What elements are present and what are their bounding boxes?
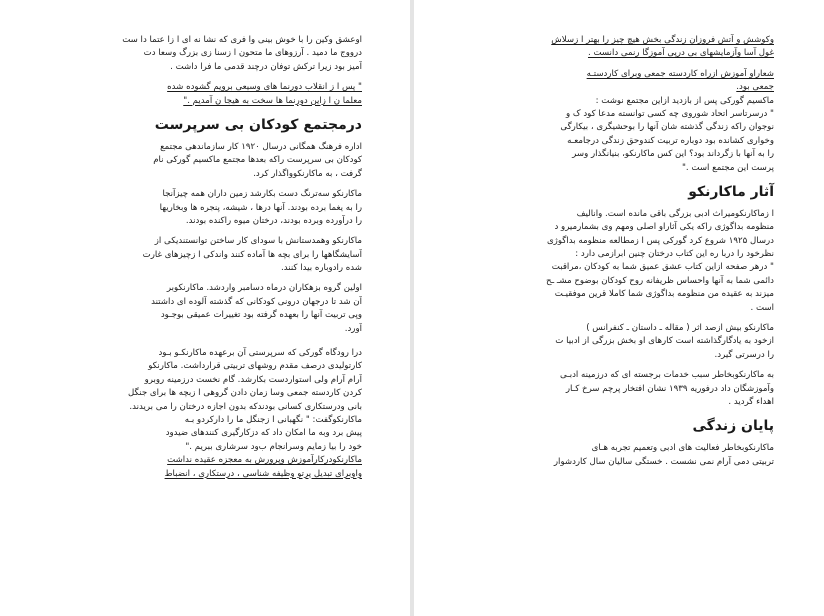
right-page-text-column [484, 34, 774, 469]
left-page [0, 0, 410, 616]
text-line: وکوشش و آتش فروزان زندگی بخش هیچ چیز را بهتر ا زسلاش [551, 35, 774, 45]
paragraph [44, 414, 362, 454]
text-line: " پس ا ز انقلاب دورنما های وسیعی برویم گشوده شده [167, 82, 362, 93]
section-heading: درمجتمع کودکان بی سرپرست [154, 116, 362, 133]
text-line: آمیز بود زیرا ترکش توفان درچند قدمی ما فرا داشت . [170, 61, 362, 72]
text-line: وپی تربیت آنها را بعهده گرفته بود تغییرات عمیقی بوجـود [160, 310, 362, 321]
paragraph [484, 369, 774, 409]
text-line: شعاراو آموزش ازراه کاردسته جمعی وبرای کاردستـه [586, 68, 774, 79]
text-line: وخواری کشانده بود دوباره تربیت کندوحق زندگی درجامعـه [567, 135, 774, 146]
underlined-paragraph [484, 34, 774, 61]
text-line: به ماکارنکوبخاطر سبب خدمات برجسته ای که درزمینه ادبـی [560, 370, 774, 381]
text-line: را به یغما برده بودند. آنها درها ، شیشه، پنجره ها وبخاریها [159, 202, 362, 213]
text-line: ماکارنکو بیش ازصد اثر ( مقاله ـ داستان ـ کنفرانس ) [586, 323, 774, 334]
text-line: آن شد تا درجهان درونی کودکانی که گذشته آلوده ای داشتند [151, 296, 362, 307]
text-line: کودکان بی سرپرست راکه بعدها مجتمع ماکسیم گورکی نام [153, 155, 362, 166]
text-line: ماکسیم گورکی پس از بازدید ازاین مجتمع نوشت : [595, 95, 774, 106]
text-line: معلما ن ا زاین دورنما ها سخت به هیجا ن آمدیم ." [183, 95, 362, 106]
paragraph [44, 282, 362, 336]
left-page-text-column [44, 34, 362, 481]
paragraph [484, 208, 774, 262]
text-line: غول آسا وآزمایشهای بی درپی آموزگا رنمی دانست . [587, 48, 774, 59]
section-heading: پایان زندگی [692, 418, 774, 435]
text-line: وآموزشگان داد درفوریه ۱۹۳۹ نشان افتخار پرچم سرخ کـار [565, 383, 774, 394]
text-line: آسایشگاهها را برای بچه ها آماده کنند واندکی ا زچیزهای غارت [142, 249, 362, 260]
text-line: را درآورده وبرده بودند، درختان میوه راکنده بودند. [185, 215, 362, 226]
text-line: واوبرای تبدیل پرتو وظیفه شناسی ، درستکاری ، انضباط [164, 468, 362, 479]
text-line: " درسرتاسر اتحاد شوروی چه کسی توانسته مدعا کود ک و [566, 108, 774, 119]
text-line: درووج ما دمید . آرزوهای ما متحون ا زسنا زی بزرگ وسعا دت [143, 48, 362, 59]
text-line: آورد. [344, 323, 362, 334]
text-line: اولین گروه بزهکاران درماه دسامبر واردشد. ماکارنکوبر [166, 283, 362, 294]
text-line: درسال ۱۹۲۵ شروع کرد گورکی پس ا زمطالعه منظومه بداگوژی [546, 235, 774, 246]
text-line: ا زماکارنکومیراث ادبی بزرگی باقی مانده است. وانالیف [576, 208, 774, 219]
text-line: ماکارنکو سه‌ترنگ دست بکارشد زمین داران همه چیزآنجا [162, 189, 362, 200]
underlined-paragraph [44, 454, 362, 481]
text-line: درا رودگاه گورکی که سرپرستی آن برعهده ماکارنکـو بـود [158, 348, 362, 359]
text-line: اوعشق وكين را با خوش بينى وا فرى كه نشا نه ای ا زا عتما دا ست [122, 35, 362, 45]
text-line: گرفت ، به ماکارنکوواگذار کرد. [253, 168, 362, 179]
paragraph [44, 34, 362, 74]
section-heading: آثار ماکارنکو [688, 183, 774, 200]
paragraph [484, 261, 774, 315]
text-line: جمعی بود. [736, 82, 774, 93]
paragraph [484, 322, 774, 362]
text-line: دائمی شما به آنها واحساس ظریفانه روح کودکان بوضوح مشـ ـح [546, 275, 774, 286]
text-line: آرام آرام ولی استوارد‌ست بکارشد. گام نخست درزمینه روبرو [144, 374, 362, 385]
text-line: شده رادوباره بیدا کنند. [281, 263, 362, 274]
text-line: بانی ودرستکاری کسانی بودندکه بدون اجازه درختان را می بریدند. [129, 401, 362, 412]
text-line: را به آنها با زگرداند بود؟ این کس ماکارنکو، بنیانگذار وسر [572, 149, 774, 160]
text-line: ماکارنکوگفت: " نگهبانی ا زجنگل ما را دارکردو بـه [184, 414, 362, 425]
paragraph [44, 235, 362, 275]
paragraph [484, 442, 774, 469]
text-line: ماکارنکو وهمدستانش با سودای کار ساختن توانستندیکی از [154, 236, 362, 247]
text-line: نوجوان راکه زندگی گذشته شان آنها را بوحشیگری ، بیکارگی [560, 122, 774, 133]
paragraph [44, 188, 362, 228]
text-line: را درسرتی گیرد. [714, 349, 774, 360]
text-line: پرست این مجتمع است ." [681, 162, 774, 173]
text-line: کردن کاردسته جمعی وسا زمان دادن گروهی ا زبچه ها برای جنگل [127, 388, 362, 399]
text-line: خود را بیا زمایم وسرانجام ب‌ود سرشاری ببریم ." [185, 441, 362, 452]
text-line: اهداء گردید . [728, 396, 774, 407]
text-line: است . [750, 302, 774, 313]
underlined-quote [44, 81, 362, 108]
right-page [414, 0, 824, 616]
text-line: " درهر صفحه ازاین کتاب عشق عمیق شما به کودکان ،مراقبت [551, 262, 774, 273]
text-line: ماکارنکودرکارآموزش وپرورش به معجزه عقیده نداشت [167, 455, 362, 466]
text-line: تربیتی دمی آرام نمی نشست . خستگی سالیان سال کاردشوار [553, 456, 774, 467]
paragraph [44, 141, 362, 181]
text-line: کارتولیدی درصف مقدم روشهای تربیتی قرارداشت. ماکارنکو [148, 361, 362, 372]
text-line: پیش برد وبه ما امکان داد که دزکارگیری کنندهای ضیدود [165, 428, 362, 439]
paragraph [484, 95, 774, 175]
text-line: نظرخود را دربا ره این کتاب درختان چنین ابرازمی دارد : [575, 249, 774, 260]
text-line: منظومه بداگوژی راکه یکی آثاراو اصلی ومهم وی بشمارمیرو د [554, 222, 774, 233]
text-line: اداره فرهنگ همگانی درسال ۱۹۲۰ کار سازماندهی مجتمع [160, 141, 362, 152]
text-line: ازخود به یادگارگذاشته است کارهای او بخش بزرگی از ادبیا ت [555, 336, 774, 347]
paragraph [44, 347, 362, 414]
text-line: ماکارنکوبخاطر فعالیت های ادبی وتعمیم تجربه هـای [591, 443, 774, 454]
underlined-paragraph [484, 68, 774, 95]
text-line: میزند به عقیده من منظومه بداگوژی شما کاملا قرین موفقیـت [554, 289, 774, 300]
